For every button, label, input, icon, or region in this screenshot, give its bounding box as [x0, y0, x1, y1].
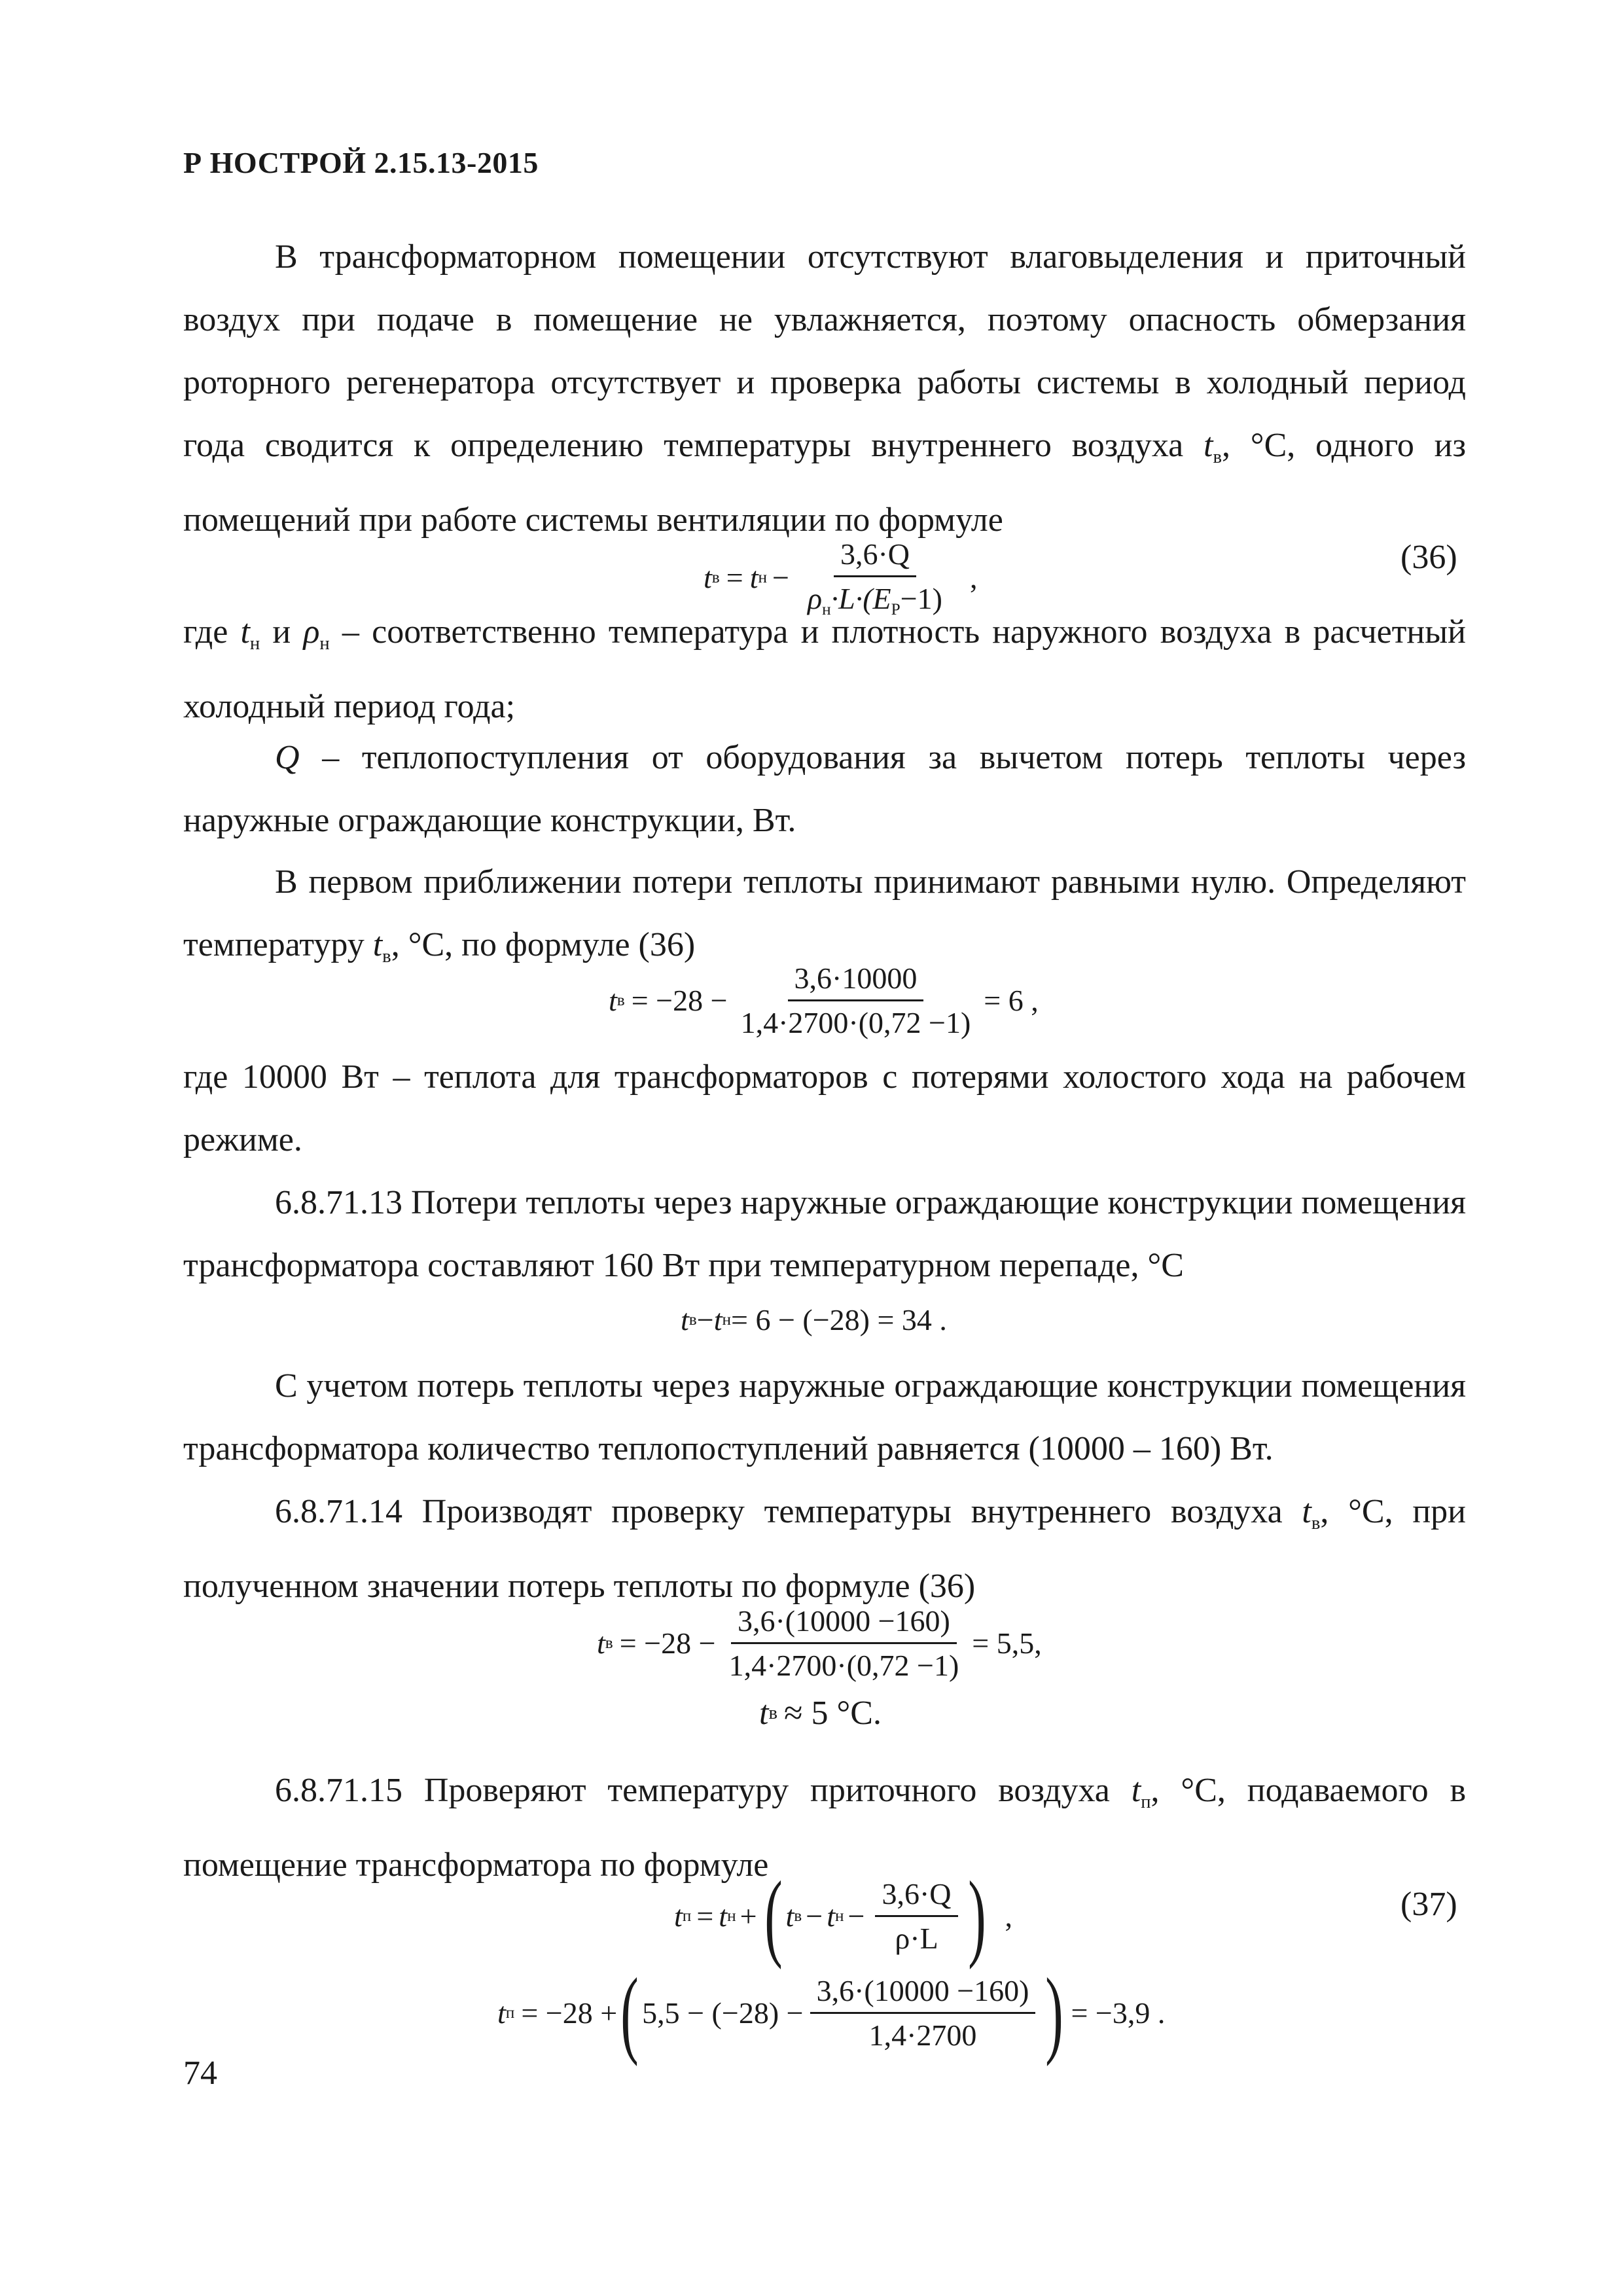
formula-calc-2: t в = −28 − $\frac{3,6\cdot(10000 -160)}{1,4\cdot 2700\cdot(0,72 -1)}$ = 5,5,: [597, 1604, 1042, 1682]
paragraph-6-8-71-15: 6.8.71.15 Проверяют температуру приточного воздуха $t_п$, °С, подаваемого в помещение трансформатора по формуле: [183, 1772, 1467, 1884]
paragraph-intro: В трансформаторном помещении отсутствуют влаговыделения и приточный воздух при подаче в помещение не увлажняется, поэтому опасность обмерзания роторного регенератора отсутствует и проверка работы системы в холодный период года сводится к определению температуры внутреннего воздуха $t_в$, °С, одного из помещений при работе системы вентиляции по формуле: [183, 238, 1467, 539]
paragraph-where-10000: где 10000 Вт – теплота для трансформаторов с потерями холостого хода на рабочем режиме.: [183, 1058, 1466, 1158]
document-header: Р НОСТРОЙ 2.15.13-2015: [183, 146, 539, 179]
paragraph-6-8-71-13: 6.8.71.13 Потери теплоты через наружные ограждающие конструкции помещения трансформатора составляют 160 Вт при температурном перепаде, °С: [183, 1184, 1466, 1284]
paragraph-6-8-71-14: 6.8.71.14 Производят проверку температуры внутреннего воздуха $t_в$, °С, при полученном значении потерь теплоты по формуле (36): [183, 1493, 1466, 1605]
formula-calc-1: t в = −28 − $\frac{3,6\cdot 10000}{1,4\cdot 2700\cdot(0,72 -1)}$ = 6 ,: [609, 961, 1039, 1039]
equation-number-37: (37): [1400, 1886, 1457, 1923]
formula-temperature-difference: t в − t н = 6 − (−28) = 34 .: [681, 1303, 947, 1336]
paragraph-where-definitions: где $t_н$ и $\rho_н$ – соответственно температура и плотность наружного воздуха в расчетный холодный период года;: [183, 613, 1466, 725]
page-number: 74: [183, 2054, 217, 2092]
formula-calc-3: t п = −28 + ( 5,5 − (−28) − $\frac{3,6\cdot(10000 -160)}{1,4\cdot 2700}$ ) = −3,9 .: [497, 1958, 1166, 2067]
paragraph-q-definition: Q – теплопоступления от оборудования за вычетом потерь теплоты через наружные ограждающие конструкции, Вт.: [183, 739, 1466, 839]
formula-37-fraction: $\frac{3,6\cdot Q}{\rho\cdot L}$: [875, 1876, 957, 1956]
formula-calc-2-fraction: $\frac{3,6\cdot(10000 -160)}{1,4\cdot 2700\cdot(0,72 -1)}$: [728, 1604, 959, 1682]
formula-calc-1-fraction: $\frac{3,6\cdot 10000}{1,4\cdot 2700\cdot(0,72 -1)}$: [740, 961, 971, 1039]
paragraph-heat-account: С учетом потерь теплоты через наружные ограждающие конструкции помещения трансформатора количество теплопоступлений равняется (10000 – 160) Вт.: [183, 1367, 1466, 1467]
equation-number-36: (36): [1400, 539, 1457, 576]
formula-approx-result: t в ≈ 5 °С.: [759, 1695, 882, 1732]
formula-37: t п = t н + ( t в − t н − $\frac{3,6\cdot Q}{\rho\cdot L}$ ) ,: [674, 1861, 1012, 1970]
formula-calc-3-fraction: $\frac{3,6\cdot(10000 -160)}{1,4\cdot 2700}$: [810, 1973, 1036, 2053]
formula-36: t в = t н − $\frac{3,6\cdot Q}{\rho_н\cdot L\cdot(E_P-1)}$ ,: [704, 537, 978, 619]
paragraph-first-approximation: В первом приближении потери теплоты принимают равными нулю. Определяют температуру $t_в$, °С, по формуле (36): [183, 863, 1466, 967]
formula-36-fraction: $\frac{3,6\cdot Q}{\rho_н\cdot L\cdot(E_P-1)}$: [807, 537, 942, 619]
